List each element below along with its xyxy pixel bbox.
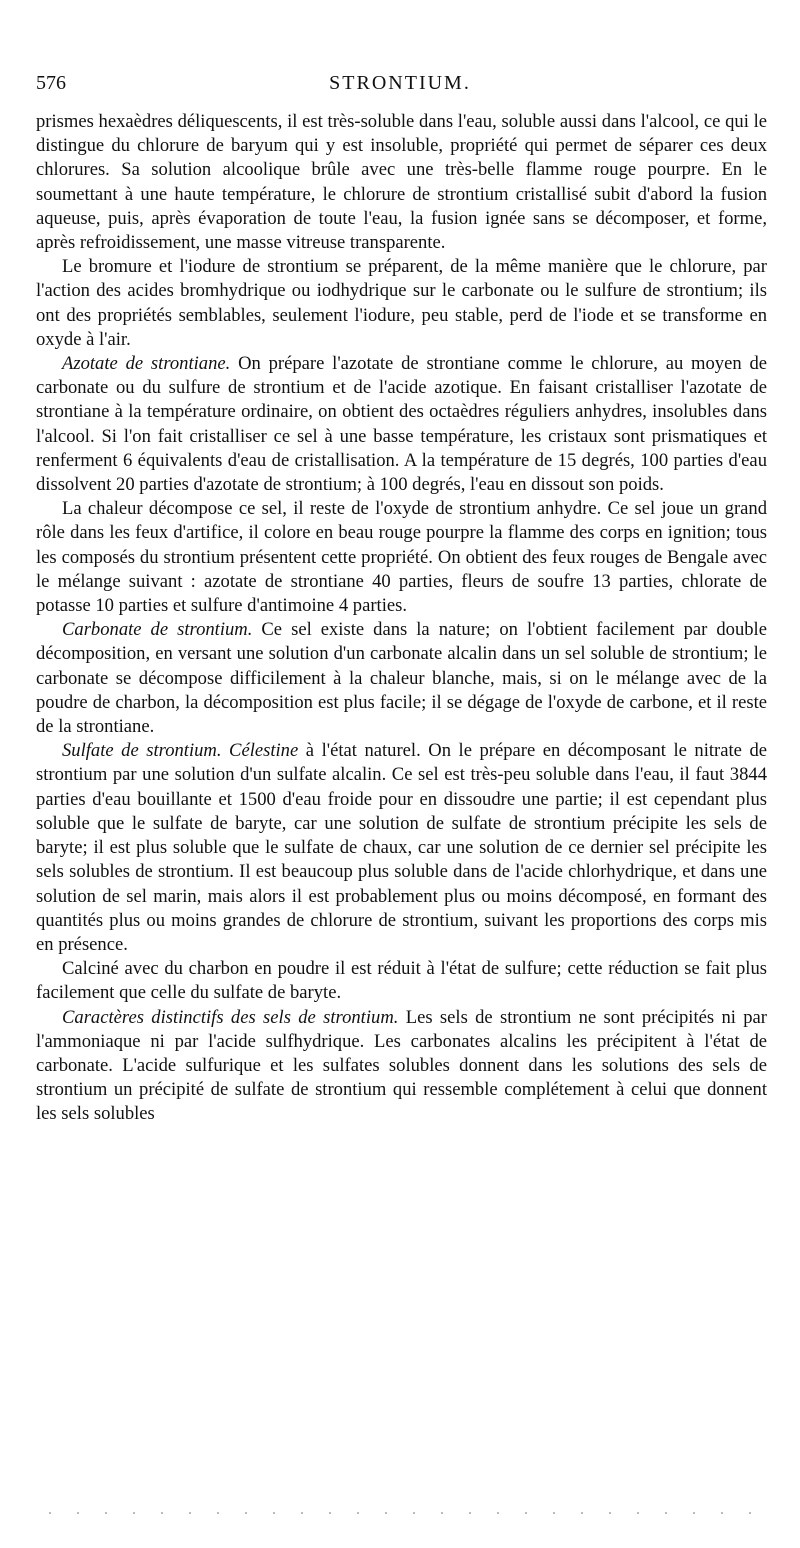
section-heading-azotate: Azotate de strontiane. bbox=[62, 353, 239, 375]
paragraph-text: La chaleur décompose ce sel, il reste de l'oxyde de strontium anhydre. Ce sel joue un grand rôle dans les feux d'artifice, il colore en beau rouge pourpre la flamme des corps en ignition; tous les composés du strontium présentent cette propriété. On obtient des feux rouges de Bengale avec le mélange suivant : azotate de strontiane 40 parties, fleurs de soufre 13 parties, chlorate de potasse 10 parties et sulfure d'antimoine 4 parties. bbox=[36, 498, 767, 617]
page-header bbox=[36, 72, 764, 98]
scan-specks bbox=[36, 1512, 764, 1514]
section-heading-sulfate: Sulfate de strontium. Célestine bbox=[62, 740, 306, 762]
paragraph-caracteres bbox=[36, 1006, 767, 1127]
paragraph-text: Ce sel existe dans la nature; on l'obtient facilement par double décomposition, en versant une solution d'un carbonate alcalin dans un sel soluble de strontium; le carbonate se décompose difficilement à la chaleur blanche, mais, si on le mélange avec de la poudre de charbon, la décomposition est plus facile; il se dégage de l'oxyde de carbone, et il reste de la strontiane. bbox=[36, 619, 767, 738]
paragraph-azotate bbox=[36, 352, 767, 497]
body-text bbox=[36, 110, 767, 1127]
paragraph-chlorure-continuation bbox=[36, 110, 767, 255]
paragraph-text: Calciné avec du charbon en poudre il est réduit à l'état de sulfure; cette réduction se fait plus facilement que celle du sulfate de baryte. bbox=[36, 958, 767, 1004]
paragraph-calcine bbox=[36, 957, 767, 1005]
paragraph-text: à l'état naturel. On le prépare en décomposant le nitrate de strontium par une solution d'un sulfate alcalin. Ce sel est très-peu soluble dans l'eau, il faut 3844 parties d'eau bouillante et 1500 d'eau froide pour en dissoudre une partie; il est cependant plus soluble que le sulfate de baryte, car une solution de sulfate de strontium précipite les sels de baryte; il est plus soluble que le sulfate de chaux, car une solution de ce dernier sel précipite les sels solubles de strontium. Il est beaucoup plus soluble dans de l'acide chlorhydrique, et dans une solution de sel marin, mais alors il est probablement plus ou moins décomposé, en formant des quantités plus ou moins grandes de chlorure de strontium, suivant les proportions des corps mis en présence. bbox=[36, 740, 768, 955]
paragraph-text: Le bromure et l'iodure de strontium se préparent, de la même manière que le chlorure, par l'action des acides bromhydrique ou iodhydrique sur le carbonate ou le sulfure de strontium; ils ont des propriétés semblables, seulement l'iodure, peu stable, perd de l'iode et se transforme en oxyde à l'air. bbox=[36, 256, 767, 350]
paragraph-carbonate bbox=[36, 618, 767, 739]
section-heading-caracteres: Caractères distinctifs des sels de strontium. bbox=[62, 1006, 406, 1028]
paragraph-bromure-iodure bbox=[36, 255, 767, 352]
paragraph-sulfate bbox=[36, 739, 767, 957]
page-number: 576 bbox=[36, 72, 66, 94]
running-title: STRONTIUM. bbox=[329, 72, 471, 94]
paragraph-text: On prépare l'azotate de strontiane comme le chlorure, au moyen de carbonate ou du sulfure de strontium et de l'acide azotique. En faisant cristalliser l'azotate de strontiane à la température ordinaire, on obtient des octaèdres réguliers anhydres, insolubles dans l'alcool. Si l'on fait cristalliser ce sel à une basse température, les cristaux sont prismatiques et renferment 6 équivalents d'eau de cristallisation. A la température de 15 degrés, 100 parties d'eau dissolvent 20 parties d'azotate de strontium; à 100 degrés, l'eau en dissout son poids. bbox=[36, 353, 768, 496]
paragraph-chaleur bbox=[36, 497, 767, 618]
section-heading-carbonate: Carbonate de strontium. bbox=[62, 619, 262, 641]
paragraph-text: Les sels de strontium ne sont précipités ni par l'ammoniaque ni par l'acide sulfhydrique. Les carbonates alcalins les précipitent à l'état de carbonate. L'acide sulfurique et les sulfates solubles donnent dans les solutions des sels de strontium un précipité de sulfate de strontium qui ressemble complétement à celui que donnent les sels solubles bbox=[36, 1006, 767, 1125]
paragraph-text: prismes hexaèdres déliquescents, il est très-soluble dans l'eau, soluble aussi dans l'alcool, ce qui le distingue du chlorure de baryum qui y est insoluble, propriété qui permet de séparer ces deux chlorures. Sa solution alcoolique brûle avec une très-belle flamme rouge pourpre. En le soumettant à une haute température, le chlorure de strontium cristallisé subit d'abord la fusion aqueuse, puis, après évaporation de toute l'eau, la fusion ignée sans se décomposer, et forme, après refroidissement, une masse vitreuse transparente. bbox=[36, 111, 767, 254]
